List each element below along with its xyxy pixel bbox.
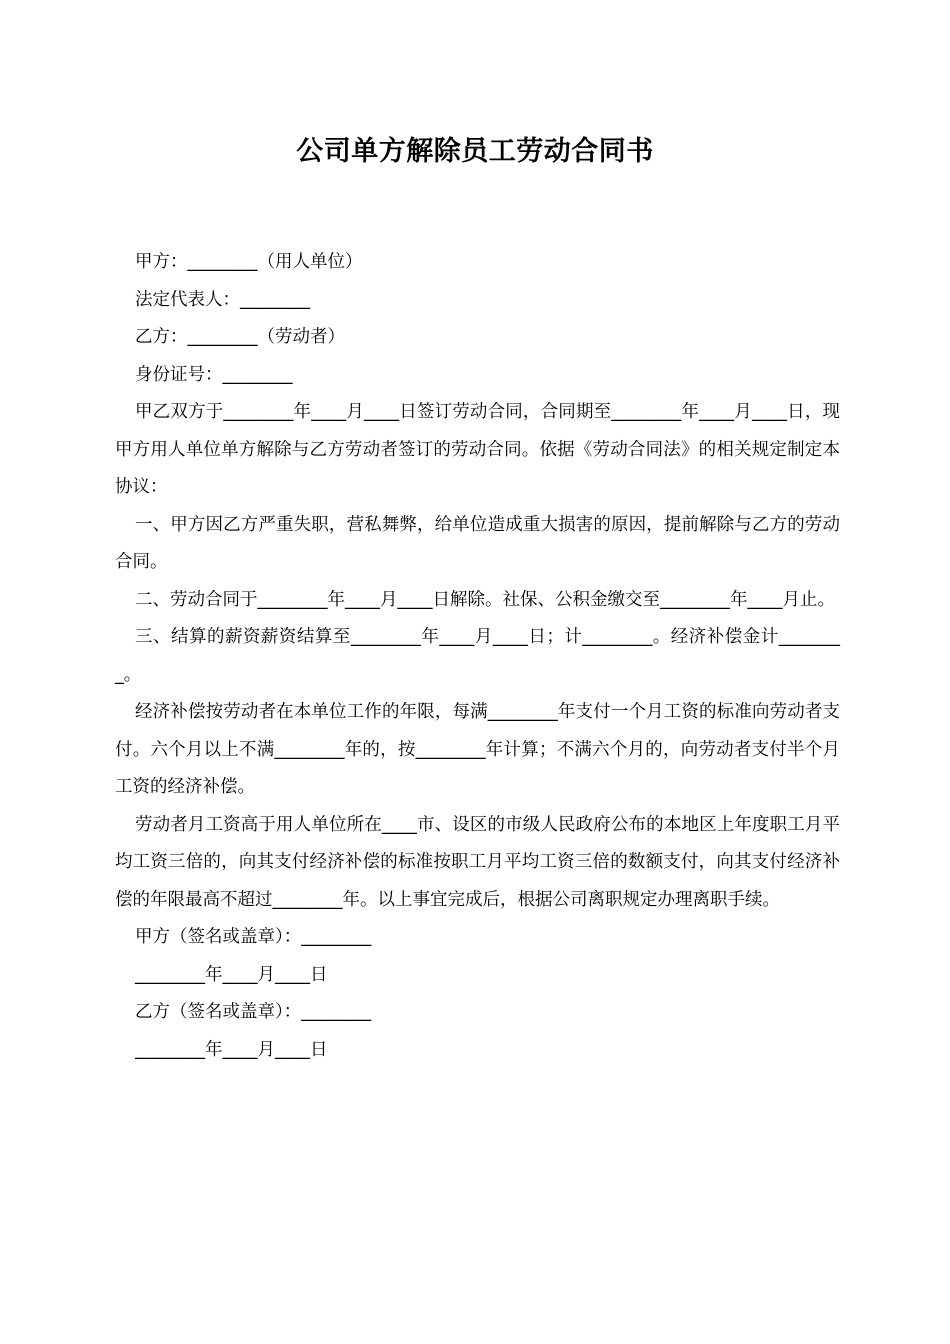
compensation-paragraph: 经济补偿按劳动者在本单位工作的年限，每满________年支付一个月工资的标准向劳动者支付。六个月以上不满________年的，按________年计算；不满六个月的，向劳动者支付半个月工资的经济补偿。 <box>115 702 840 797</box>
id-number-line: 身份证号：________ <box>135 364 293 385</box>
party-a-date-line: ________年____月____日 <box>135 964 328 985</box>
clause-three: 三、结算的薪资薪资结算至________年____月____日；计________。经济补偿金计________。 <box>115 627 840 685</box>
legal-representative-line: 法定代表人：________ <box>135 289 310 310</box>
wage-cap-paragraph: 劳动者月工资高于用人单位所在____市、设区的市级人民政府公布的本地区上年度职工月平均工资三倍的，向其支付经济补偿的标准按职工月平均工资三倍的数额支付，向其支付经济补偿的年限最高不超过________年。以上事宜完成后，根据公司离职规定办理离职手续。 <box>115 814 840 910</box>
clause-two: 二、劳动合同于________年____月____日解除。社保、公积金缴交至________年____月止。 <box>135 589 835 610</box>
party-a-signature-line: 甲方（签名或盖章）：________ <box>135 927 372 947</box>
clause-one: 一、甲方因乙方严重失职，营私舞弊，给单位造成重大损害的原因，提前解除与乙方的劳动合同。 <box>115 514 840 572</box>
document-body <box>115 244 840 1069</box>
party-b-date-line: ________年____月____日 <box>135 1039 328 1060</box>
preamble-paragraph: 甲乙双方于________年____月____日签订劳动合同，合同期至________年____月____日，现甲方用人单位单方解除与乙方劳动者签订的劳动合同。依据《劳动合同法》的相关规定制定本协议： <box>115 402 840 497</box>
party-b-line: 乙方：________（劳动者） <box>135 327 345 347</box>
party-b-signature-line: 乙方（签名或盖章）：________ <box>135 1002 372 1022</box>
party-a-line: 甲方：________（用人单位） <box>135 252 363 272</box>
document-title: 公司单方解除员工劳动合同书 <box>296 136 654 167</box>
